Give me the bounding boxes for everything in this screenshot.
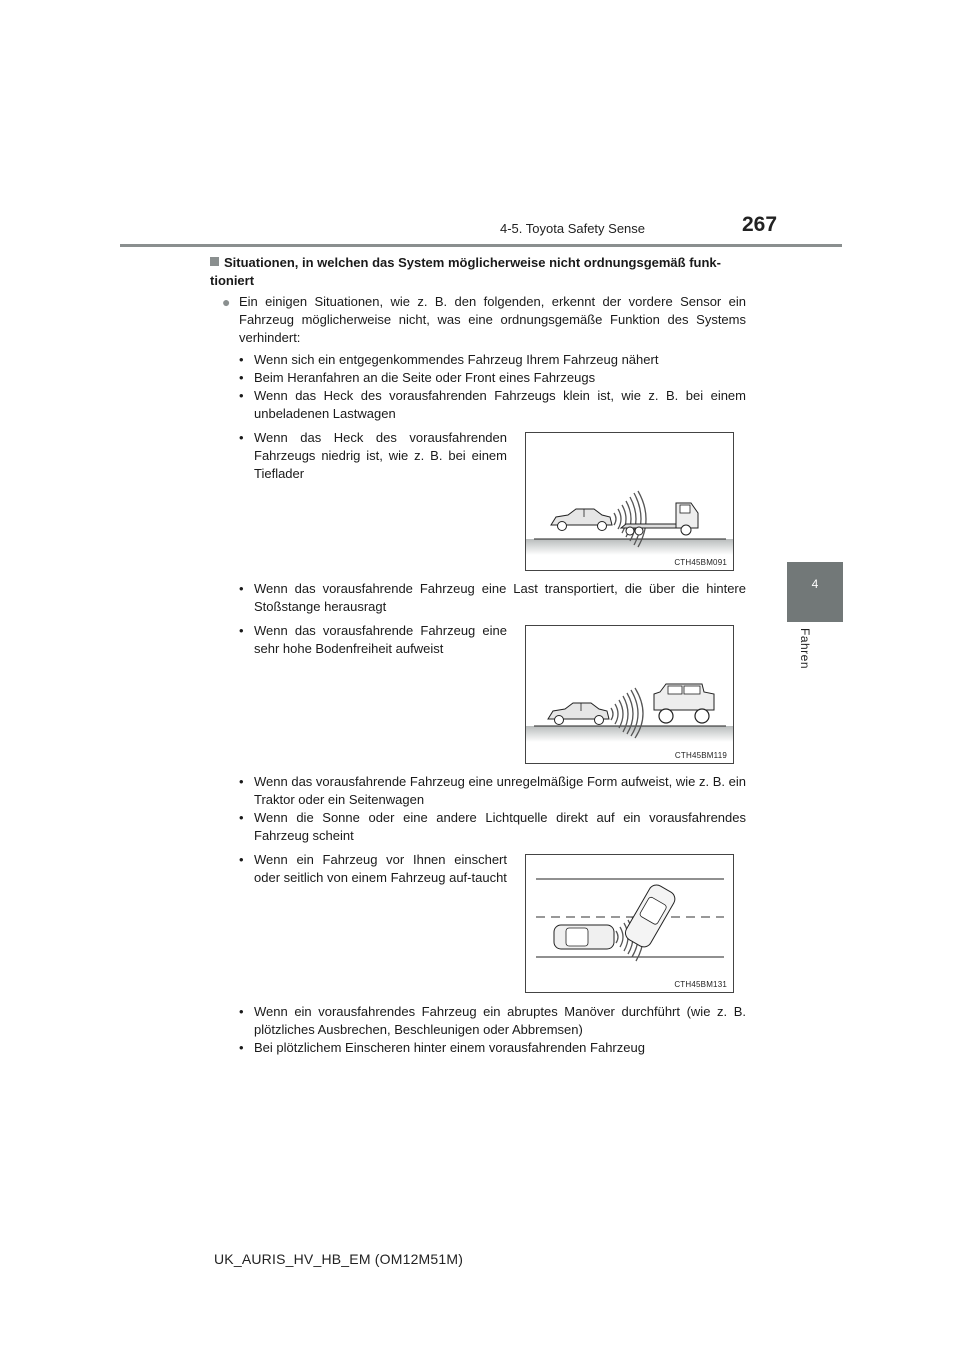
chapter-label: Fahren: [798, 628, 812, 670]
list-item: • Wenn ein Fahrzeug vor Ihnen einschert oder seitlich von einem Fahrzeug auf-taucht: [239, 852, 507, 885]
list-item: • Wenn das vorausfahrende Fahrzeug eine sehr hohe Bodenfreiheit aufweist: [239, 623, 507, 656]
figure-high-clearance: [525, 625, 734, 764]
header-section-title: 4-5. Toyota Safety Sense: [500, 221, 646, 236]
chapter-number: 4: [811, 577, 819, 591]
document-id: UK_AURIS_HV_HB_EM (OM12M51M): [214, 1251, 464, 1267]
figure-code: CTH45BM119: [674, 751, 727, 760]
figure-code: CTH45BM131: [674, 980, 727, 989]
figure-code: CTH45BM091: [674, 558, 727, 567]
section-marker-icon: [210, 257, 219, 266]
lowbed-trailer-illustration: [526, 433, 733, 570]
list-item: • Wenn sich ein entgegenkommendes Fahrzeug Ihrem Fahrzeug nähert: [239, 352, 659, 367]
list-item: • Wenn das Heck des vorausfahrenden Fahrzeugs niedrig ist, wie z. B. bei einem Tieflader: [239, 430, 507, 481]
section-heading-text: Situationen, in welchen das System möglicherweise nicht ordnungsgemäß funk-tioniert: [210, 255, 721, 288]
list-item: • Wenn die Sonne oder eine andere Lichtquelle direkt auf ein vorausfahrendes Fahrzeug scheint: [239, 810, 746, 843]
page-number: 267: [742, 213, 778, 236]
figure-lowbed-trailer: [525, 432, 734, 571]
list-item: • Wenn das vorausfahrende Fahrzeug eine Last transportiert, die über die hintere Stoßstange herausragt: [239, 581, 746, 614]
list-item: • Beim Heranfahren an die Seite oder Front eines Fahrzeugs: [239, 370, 596, 385]
figure-cut-in: [525, 854, 734, 993]
list-item: • Bei plötzlichem Einscheren hinter einem vorausfahrenden Fahrzeug: [239, 1040, 645, 1055]
chapter-tab: [787, 562, 843, 622]
intro-paragraph: [222, 293, 746, 347]
circle-bullet-icon: ●: [222, 294, 231, 310]
section-heading: [210, 254, 750, 290]
high-clearance-illustration: [526, 626, 733, 763]
intro-text: Ein einigen Situationen, wie z. B. den folgenden, erkennt der vordere Sensor ein Fahrzeug möglicherweise nicht, was eine ordnungsgemäße Funktion des Systems verhindert:: [239, 294, 746, 345]
list-item: • Wenn das Heck des vorausfahrenden Fahrzeugs klein ist, wie z. B. bei einem unbeladenen Lastwagen: [239, 388, 746, 421]
cut-in-illustration: [526, 855, 733, 992]
list-item: • Wenn das vorausfahrende Fahrzeug eine unregelmäßige Form aufweist, wie z. B. ein Traktor oder ein Seitenwagen: [239, 774, 746, 807]
header-rule: [120, 244, 842, 247]
list-item: • Wenn ein vorausfahrendes Fahrzeug ein abruptes Manöver durchführt (wie z. B. plötzliches Ausbrechen, Beschleunigen oder Abbremsen): [239, 1004, 746, 1037]
